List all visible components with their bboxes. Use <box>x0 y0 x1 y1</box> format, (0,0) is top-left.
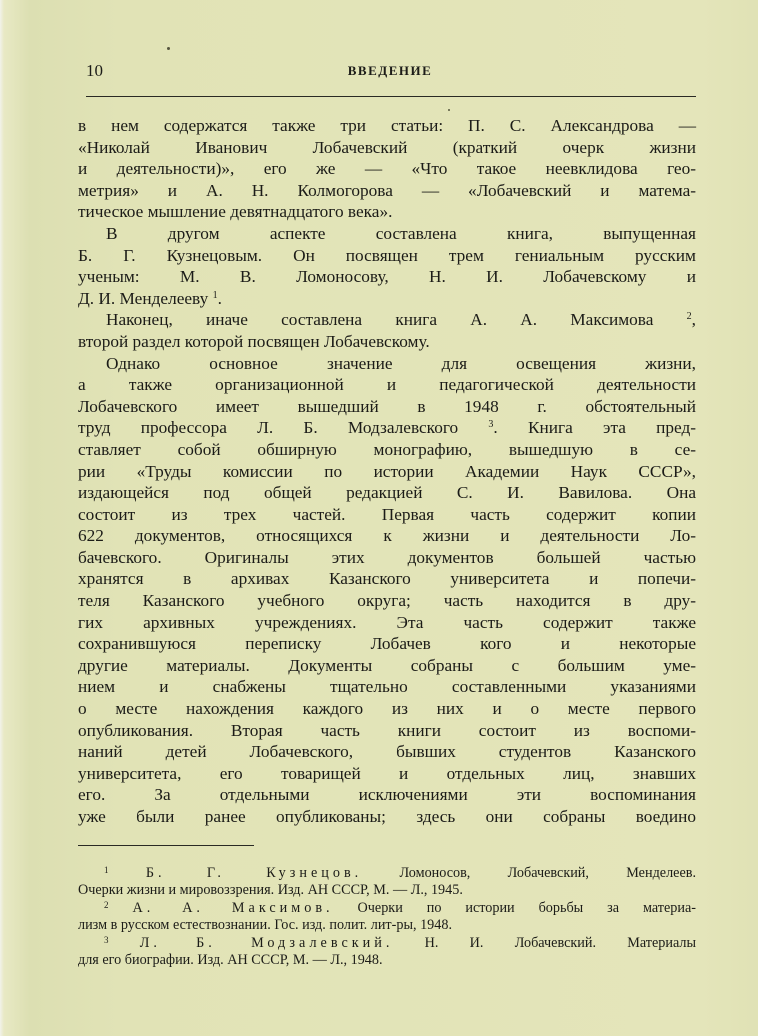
text-line: Лобачевского имеет вышедший в 1948 г. обстоятельный <box>78 396 696 416</box>
footnote-3-cont: для его биографии. Изд. АН СССР, М. — Л., 1948. <box>78 951 383 968</box>
text-line: Д. И. Менделееву $^1$. <box>78 288 222 308</box>
page-header <box>86 60 694 84</box>
text-line: ученым: М. В. Ломоносову, Н. И. Лобачевскому и <box>78 267 696 287</box>
text-line: его. За отдельными исключениями эти воспоминания <box>78 785 696 805</box>
text-line: гих архивных учреждениях. Эта часть содержит также <box>78 612 696 632</box>
footnote-author: Б. Г. Кузнецов. <box>145 865 363 881</box>
scan-speck <box>167 47 170 50</box>
text-line: состоит из трех частей. Первая часть содержит копии <box>78 504 696 524</box>
footnotes <box>78 865 696 969</box>
footnote-2-cont: лизм в русском естествознании. Гос. изд. полит. лит-ры, 1948. <box>78 917 452 934</box>
text-line: а также организационной и педагогической деятельности <box>78 375 696 395</box>
header-rule <box>86 96 696 97</box>
footnote-1-cont: Очерки жизни и мировоззрения. Изд. АН СССР, М. — Л., 1945. <box>78 882 463 899</box>
text-line: университета, его товарищей и отдельных лиц, знавших <box>78 763 696 783</box>
text-line: уже были ранее опубликованы; здесь они собраны воедино <box>78 807 696 826</box>
text-line: В другом аспекте составлена книга, выпущенная <box>106 223 696 243</box>
text-line: опубликования. Вторая часть книги состоит из воспоми- <box>78 720 696 740</box>
footnote-rule <box>78 845 254 846</box>
footnote-ref[interactable]: 3 <box>488 419 494 431</box>
footnote-mark: 2 <box>104 899 109 910</box>
text-line: 622 документов, относящихся к жизни и деятельности Ло- <box>78 526 696 546</box>
text-line: метрия» и А. Н. Колмогорова — «Лобачевский и матема- <box>78 180 696 200</box>
footnote-mark: 3 <box>104 934 109 945</box>
footnote-ref[interactable]: 1 <box>212 289 218 301</box>
body-text <box>78 115 696 828</box>
footnote-3: $^3$ Л. Б. Модзалевский. Н. И. Лобачевский. Материалы <box>104 934 696 951</box>
text-line: труд профессора Л. Б. Модзалевского $^3$. Книга эта пред- <box>78 418 697 438</box>
running-head: ВВЕДЕНИЕ <box>347 63 433 78</box>
text-line: о месте нахождения каждого из них и о месте первого <box>78 699 696 719</box>
text-line: «Николай Иванович Лобачевский (краткий очерк жизни <box>78 137 696 157</box>
page-number: 10 <box>86 61 103 80</box>
text-line: тическое мышление девятнадцатого века». <box>78 202 393 222</box>
text-line: ставляет собой обширную монографию, вышедшую в се- <box>78 439 696 459</box>
footnote-mark: 1 <box>104 865 109 875</box>
footnote-author: Л. Б. Модзалевский. <box>139 934 394 951</box>
text-line: Б. Г. Кузнецовым. Он посвящен трем гениальным русским <box>78 245 696 265</box>
text-line: наний детей Лобачевского, бывших студентов Казанского <box>78 742 696 762</box>
text-line: и деятельности)», его же — «Что такое неевклидова гео- <box>78 159 696 179</box>
text-line: рии «Труды комиссии по истории Академии Наук СССР», <box>78 461 696 481</box>
footnote-author: А. А. Максимов. <box>132 899 334 916</box>
footnote-1: $^1$ Б. Г. Кузнецов. Ломоносов, Лобачевский, Менделеев. <box>104 865 697 881</box>
footnote-2: $^2$ А. А. Максимов. Очерки по истории борьбы за материа- <box>104 899 697 916</box>
text-line: сохранившуюся переписку Лобачев кого и некоторые <box>78 634 696 654</box>
text-line: в нем содержатся также три статьи: П. С. Александрова — <box>78 116 696 135</box>
text-line: второй раздел которой посвящен Лобачевскому. <box>78 331 430 351</box>
text-line: теля Казанского учебного округа; часть находится в дру- <box>78 591 696 611</box>
text-line: издающейся под общей редакцией С. И. Вавилова. Она <box>78 483 696 503</box>
footnote-ref[interactable]: 2 <box>686 311 692 323</box>
text-line: хранятся в архивах Казанского университета и попечи- <box>78 569 696 589</box>
text-line: бачевского. Оригиналы этих документов большей частью <box>78 547 696 567</box>
scan-speck <box>448 109 450 111</box>
text-line: Наконец, иначе составлена книга А. А. Максимова $^2$, <box>106 310 696 330</box>
text-line: другие материалы. Документы собраны с большим уме- <box>78 655 696 675</box>
text-line: нием и снабжены тщательно составленными указаниями <box>78 677 696 697</box>
text-line: Однако основное значение для освещения жизни, <box>106 353 696 373</box>
